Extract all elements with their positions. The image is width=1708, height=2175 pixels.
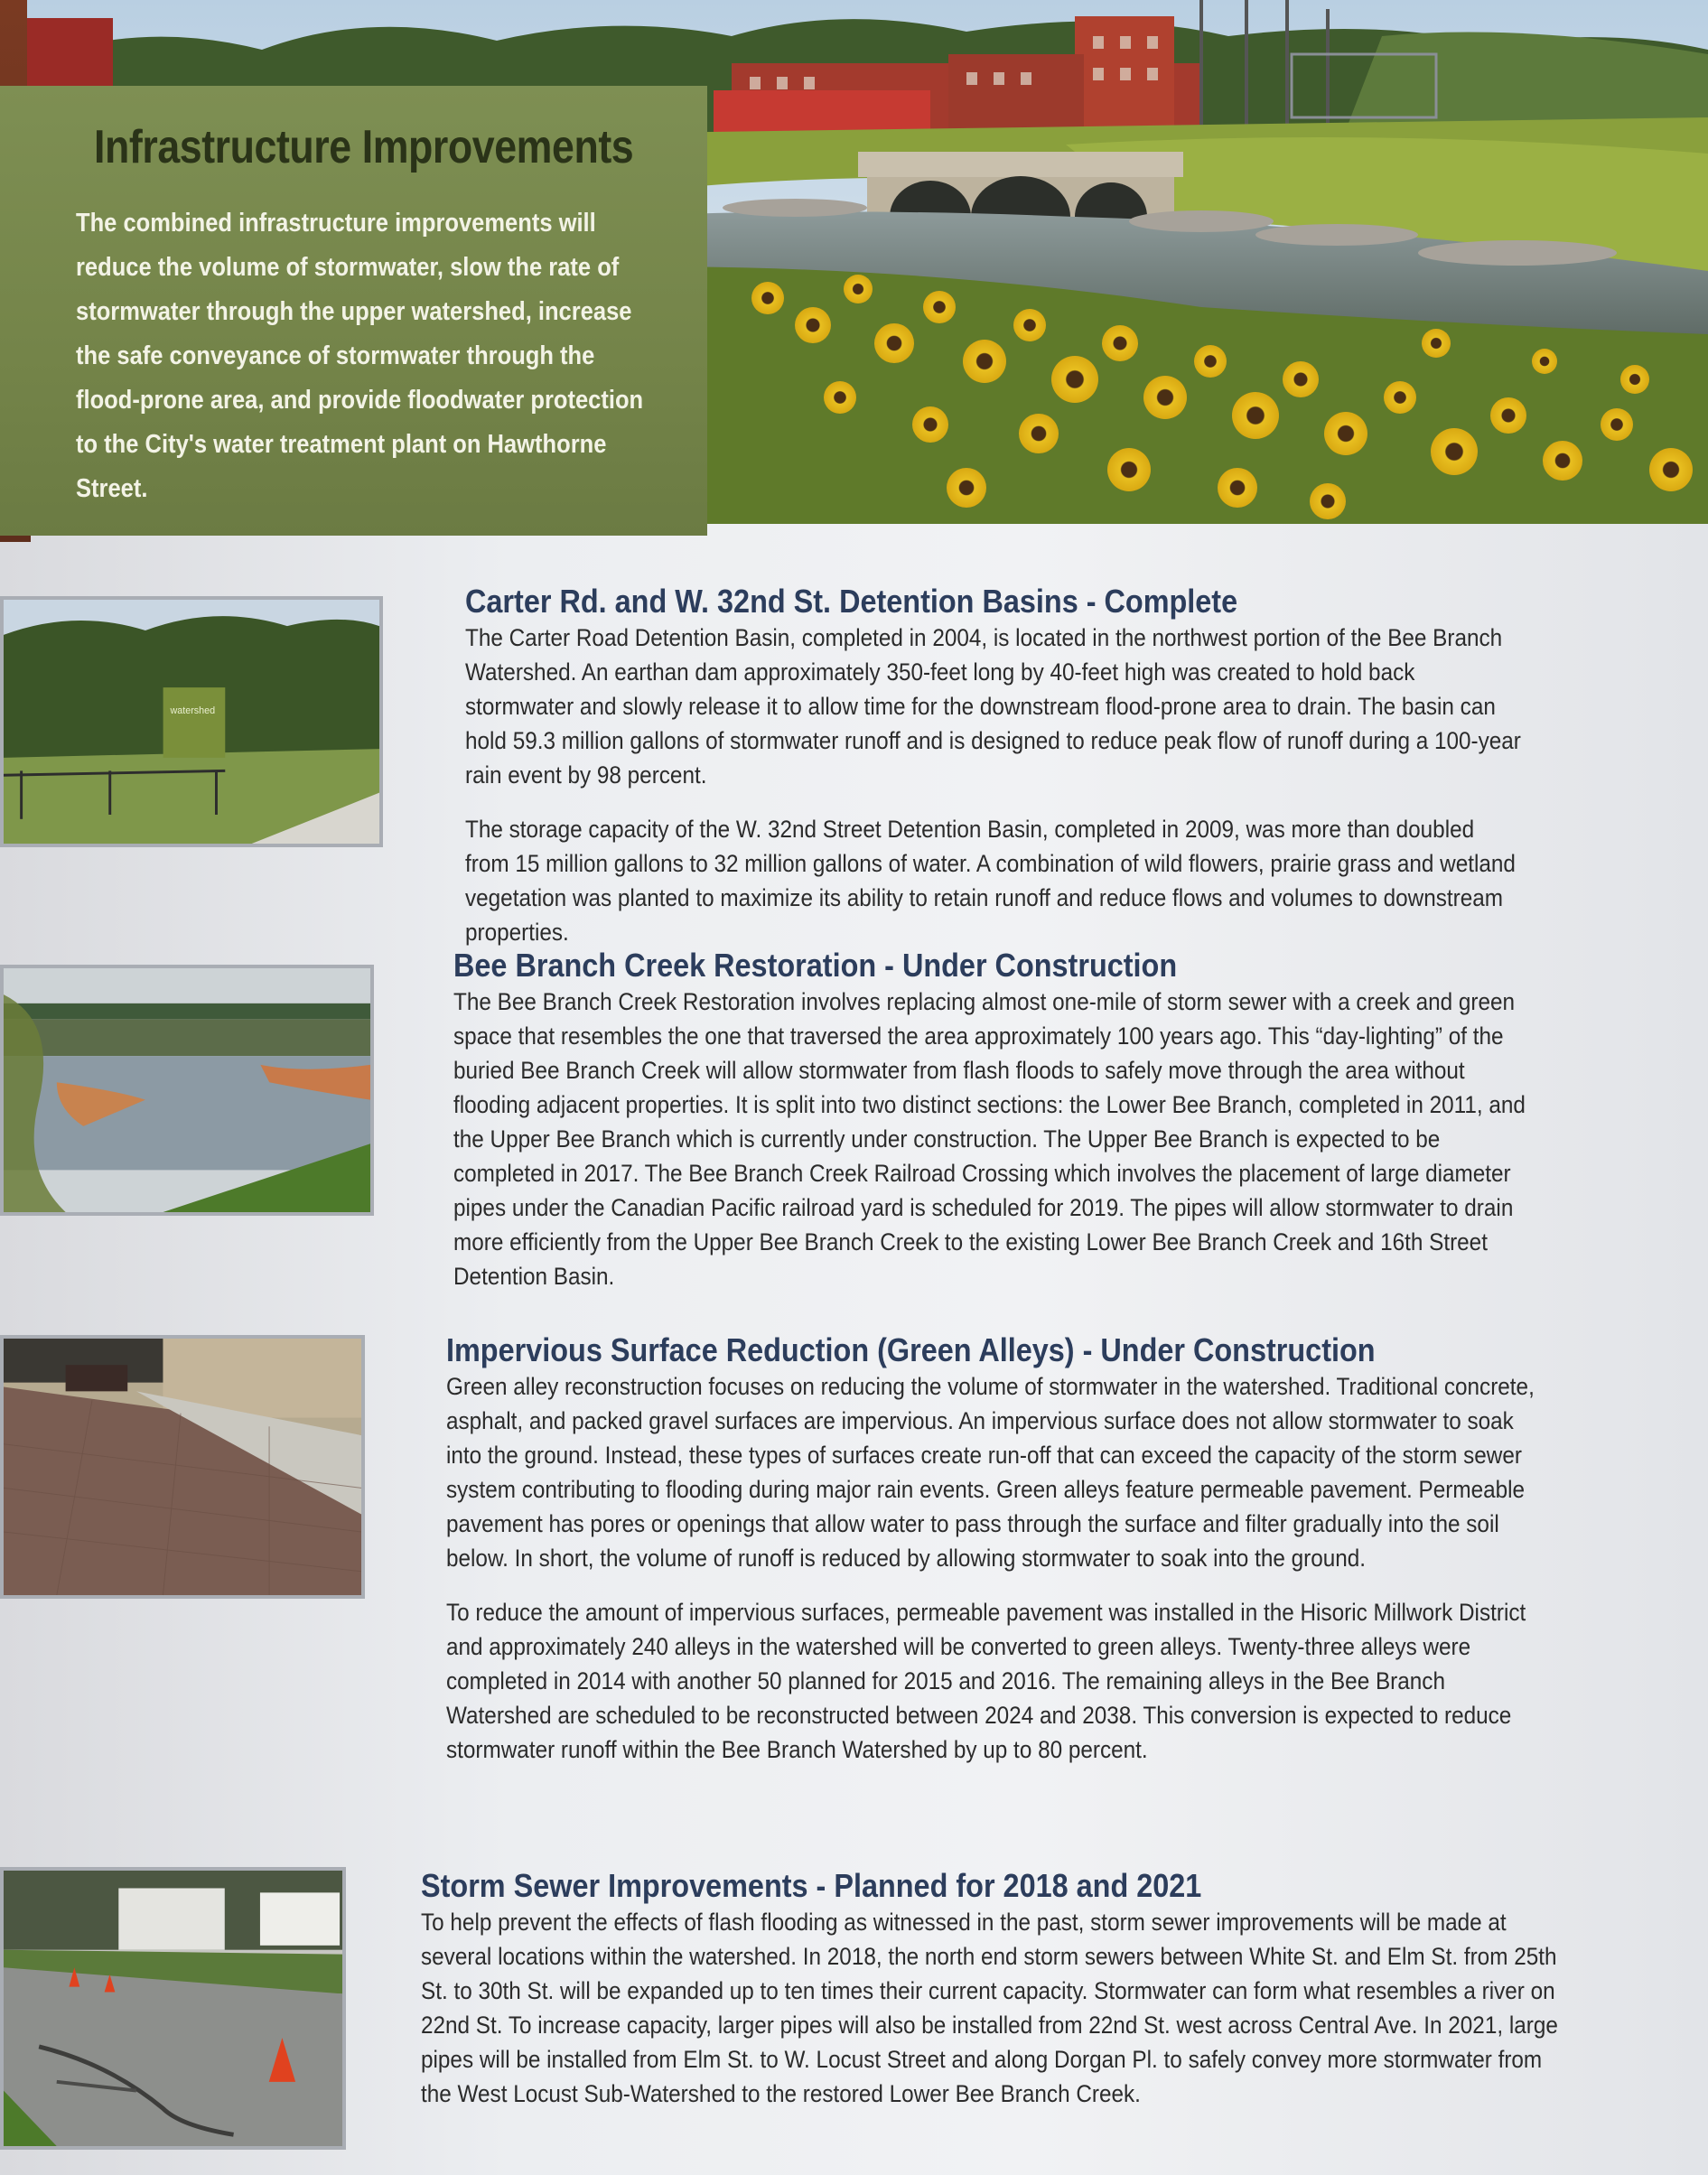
intro-panel [0, 86, 707, 536]
section-title: Carter Rd. and W. 32nd St. Detention Basins - Complete [465, 583, 1238, 620]
flooded-street-photo [0, 1867, 346, 2150]
section-paragraph: The Carter Road Detention Basin, completed in 2004, is located in the northwest portion of the Bee Branch Watershed. An earthan dam approximately 350-feet long by 40-feet high was created to hold back stormwater and slowly release it to allow time for the downstream flood-prone area to drain. The basin can hold 59.3 million gallons of stormwater runoff and is designed to reduce peak flow of runoff during a 100-year rain event by 98 percent. [465, 624, 1521, 789]
section-paragraph: The Bee Branch Creek Restoration involves replacing almost one-mile of storm sewer with a creek and green space that resembles the one that traversed the area approximately 100 years ago. This “day-lighting” of the buried Bee Branch Creek will allow stormwater from flash floods to safely move through the area without flooding adjacent properties. It is split into two distinct sections: the Lower Bee Branch, completed in 2011, and the Upper Bee Branch which is currently under construction. The Upper Bee Branch is expected to be completed in 2017. The Bee Branch Creek Railroad Crossing which involves the placement of large diameter pipes under the Canadian Pacific railroad yard is scheduled for 2019. The pipes will allow stormwater to drain more efficiently from the Upper Bee Branch Creek to the existing Lower Bee Branch Creek and 16th Street Detention Basin. [453, 988, 1526, 1290]
section-title: Impervious Surface Reduction (Green Alleys) - Under Construction [446, 1331, 1376, 1368]
green-alley-photo [0, 1335, 365, 1599]
intro-text: The combined infrastructure improvements will reduce the volume of stormwater, slow the rate of stormwater through the upper watershed, increase the safe conveyance of stormwater through the flood-prone area, and provide floodwater protection to the City's water treatment plant on Hawthorne Street. [76, 209, 644, 503]
sign-text: watershed [170, 705, 216, 717]
section-paragraph: Green alley reconstruction focuses on reducing the volume of stormwater in the watershed. Traditional concrete, asphalt, and packed gravel surfaces are impervious. An impervious surface does not allow stormwater to soak into the ground. Instead, these types of surfaces create run-off that can exceed the capacity of the storm sewer system contributing to flooding during major rain events. Green alleys feature permeable pavement. Permeable pavement has pores or openings that allow water to pass through the surface and filter gradually into the soil below. In short, the volume of runoff is reduced by allowing stormwater to soak into the ground. [446, 1373, 1535, 1572]
section-paragraph: The storage capacity of the W. 32nd Street Detention Basin, completed in 2009, was more than doubled from 15 million gallons to 32 million gallons of water. A combination of wild flowers, prairie grass and wetland vegetation was planted to maximize its ability to retain runoff and reduce flows and volumes to downstream properties. [465, 816, 1516, 946]
section-title: Storm Sewer Improvements - Planned for 2018 and 2021 [421, 1867, 1202, 1904]
detention-basin-photo [0, 596, 383, 847]
section-paragraph: To reduce the amount of impervious surfaces, permeable pavement was installed in the Hisoric Millwork District and approximately 240 alleys in the watershed will be converted to green alleys. Twenty-three alleys were completed in 2014 with another 50 planned for 2015 and 2016. The remaining alleys in the Bee Branch Watershed are scheduled to be reconstructed between 2024 and 2038. This conversion is expected to reduce stormwater runoff within the Bee Branch Watershed by up to 80 percent. [446, 1599, 1526, 1763]
page-title: Infrastructure Improvements [94, 121, 634, 173]
section-title: Bee Branch Creek Restoration - Under Construction [453, 947, 1178, 984]
section-paragraph: To help prevent the effects of flash flooding as witnessed in the past, storm sewer improvements will be made at several locations within the watershed. In 2018, the north end storm sewers between White St. and Elm St. from 25th St. to 30th St. will be expanded up to ten times their current capacity. Stormwater can form what resembles a river on 22nd St. To increase capacity, larger pipes will also be installed from 22nd St. west across Central Ave. In 2021, large pipes will be installed from Elm St. to W. Locust Street and along Dorgan Pl. to safely convey more stormwater from the West Locust Sub-Watershed to the restored Lower Bee Branch Creek. [421, 1909, 1558, 2107]
creek-photo [0, 965, 374, 1216]
